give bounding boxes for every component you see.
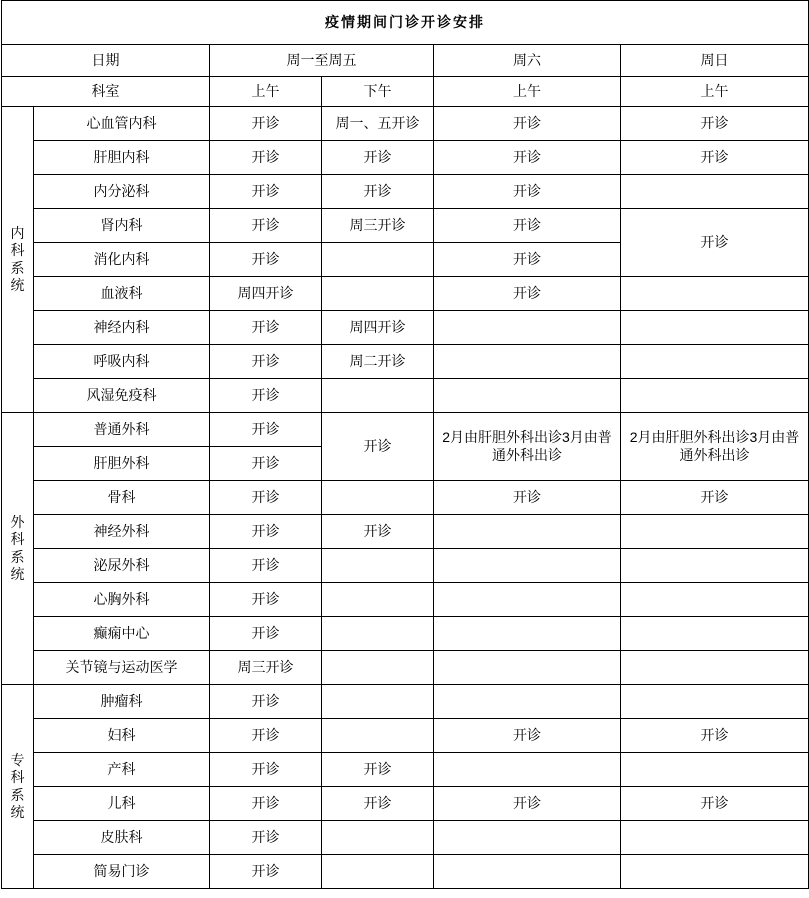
weekday-am-value: 开诊 bbox=[210, 617, 322, 651]
saturday-am-value bbox=[434, 345, 621, 379]
table-row bbox=[2, 651, 809, 685]
saturday-am-value bbox=[434, 855, 621, 889]
weekday-am-value: 周四开诊 bbox=[210, 277, 322, 311]
sunday-am-value: 开诊 bbox=[621, 719, 809, 753]
sunday-am-value bbox=[621, 821, 809, 855]
header-department-label: 科室 bbox=[2, 77, 210, 107]
saturday-am-value bbox=[434, 753, 621, 787]
saturday-am-value bbox=[434, 685, 621, 719]
saturday-am-value: 开诊 bbox=[434, 141, 621, 175]
weekday-am-value: 开诊 bbox=[210, 311, 322, 345]
weekday-am-value: 开诊 bbox=[210, 515, 322, 549]
sunday-am-value bbox=[621, 651, 809, 685]
header-saturday-label: 周六 bbox=[434, 45, 621, 77]
sunday-am-value bbox=[621, 345, 809, 379]
table-row bbox=[2, 685, 809, 719]
weekday-pm-value bbox=[322, 277, 434, 311]
table-row bbox=[2, 345, 809, 379]
saturday-am-value bbox=[434, 821, 621, 855]
table-row bbox=[2, 413, 809, 447]
weekday-pm-value bbox=[322, 821, 434, 855]
department-name: 消化内科 bbox=[34, 243, 210, 277]
table-row bbox=[2, 209, 809, 243]
sunday-am-value bbox=[621, 753, 809, 787]
saturday-am-value: 开诊 bbox=[434, 243, 621, 277]
saturday-am-value bbox=[434, 311, 621, 345]
department-name: 神经外科 bbox=[34, 515, 210, 549]
weekday-pm-value bbox=[322, 379, 434, 413]
table-row bbox=[2, 107, 809, 141]
department-name: 骨科 bbox=[34, 481, 210, 515]
table-row bbox=[2, 583, 809, 617]
table-row bbox=[2, 515, 809, 549]
saturday-am-value bbox=[434, 515, 621, 549]
header-weekday-pm: 下午 bbox=[322, 77, 434, 107]
weekday-pm-value: 开诊 bbox=[322, 787, 434, 821]
sunday-am-value bbox=[621, 549, 809, 583]
department-name: 皮肤科 bbox=[34, 821, 210, 855]
weekday-pm-value: 开诊 bbox=[322, 515, 434, 549]
group-label-internal: 内科系统 bbox=[2, 107, 34, 413]
header-date-label: 日期 bbox=[2, 45, 210, 77]
sunday-am-value bbox=[621, 175, 809, 209]
weekday-pm-value: 开诊 bbox=[322, 175, 434, 209]
table-row bbox=[2, 753, 809, 787]
table-row bbox=[2, 481, 809, 515]
department-name: 简易门诊 bbox=[34, 855, 210, 889]
sunday-am-value bbox=[621, 379, 809, 413]
header-sunday-label: 周日 bbox=[621, 45, 809, 77]
header-sunday-am: 上午 bbox=[621, 77, 809, 107]
weekday-am-value: 开诊 bbox=[210, 413, 322, 447]
weekday-am-value: 周三开诊 bbox=[210, 651, 322, 685]
weekday-pm-value bbox=[322, 651, 434, 685]
department-name: 神经内科 bbox=[34, 311, 210, 345]
saturday-am-value: 开诊 bbox=[434, 277, 621, 311]
sunday-am-value bbox=[621, 685, 809, 719]
table-row bbox=[2, 141, 809, 175]
weekday-pm-value: 周四开诊 bbox=[322, 311, 434, 345]
header-saturday-am: 上午 bbox=[434, 77, 621, 107]
department-name: 血液科 bbox=[34, 277, 210, 311]
sunday-am-value bbox=[621, 617, 809, 651]
schedule-body bbox=[2, 1, 809, 889]
header-weekday-label: 周一至周五 bbox=[210, 45, 434, 77]
weekday-am-value: 开诊 bbox=[210, 107, 322, 141]
table-row bbox=[2, 549, 809, 583]
weekday-am-value: 开诊 bbox=[210, 821, 322, 855]
page-title: 疫情期间门诊开诊安排 bbox=[2, 1, 809, 45]
weekday-pm-value: 开诊 bbox=[322, 753, 434, 787]
sunday-am-value: 开诊 bbox=[621, 141, 809, 175]
department-name: 呼吸内科 bbox=[34, 345, 210, 379]
sunday-am-value bbox=[621, 277, 809, 311]
weekday-am-value: 开诊 bbox=[210, 141, 322, 175]
saturday-am-value: 开诊 bbox=[434, 719, 621, 753]
department-name: 肿瘤科 bbox=[34, 685, 210, 719]
weekday-pm-value bbox=[322, 583, 434, 617]
weekday-am-value: 开诊 bbox=[210, 719, 322, 753]
table-row bbox=[2, 787, 809, 821]
sunday-am-value: 开诊 bbox=[621, 787, 809, 821]
header-weekday-am: 上午 bbox=[210, 77, 322, 107]
sunday-am-value: 开诊 bbox=[621, 107, 809, 141]
weekday-am-value: 开诊 bbox=[210, 685, 322, 719]
weekday-am-value: 开诊 bbox=[210, 855, 322, 889]
department-name: 肝胆外科 bbox=[34, 447, 210, 481]
department-name: 泌尿外科 bbox=[34, 549, 210, 583]
table-row bbox=[2, 277, 809, 311]
weekday-am-value: 开诊 bbox=[210, 243, 322, 277]
weekday-am-value: 开诊 bbox=[210, 209, 322, 243]
weekday-am-value: 开诊 bbox=[210, 753, 322, 787]
weekday-am-value: 开诊 bbox=[210, 787, 322, 821]
weekday-am-value: 开诊 bbox=[210, 447, 322, 481]
sunday-am-value bbox=[621, 855, 809, 889]
table-row bbox=[2, 175, 809, 209]
weekday-pm-value: 周二开诊 bbox=[322, 345, 434, 379]
weekday-pm-value bbox=[322, 481, 434, 515]
department-name: 妇科 bbox=[34, 719, 210, 753]
department-name: 肝胆内科 bbox=[34, 141, 210, 175]
department-name: 关节镜与运动医学 bbox=[34, 651, 210, 685]
sunday-am-value: 开诊 bbox=[621, 209, 809, 277]
weekday-am-value: 开诊 bbox=[210, 345, 322, 379]
department-name: 肾内科 bbox=[34, 209, 210, 243]
saturday-am-value: 2月由肝胆外科出诊3月由普通外科出诊 bbox=[434, 413, 621, 481]
table-row bbox=[2, 379, 809, 413]
weekday-pm-value: 开诊 bbox=[322, 141, 434, 175]
weekday-pm-value: 开诊 bbox=[322, 413, 434, 481]
department-name: 心血管内科 bbox=[34, 107, 210, 141]
header-row-1 bbox=[2, 45, 809, 77]
saturday-am-value: 开诊 bbox=[434, 175, 621, 209]
saturday-am-value: 开诊 bbox=[434, 787, 621, 821]
weekday-pm-value bbox=[322, 617, 434, 651]
table-row bbox=[2, 855, 809, 889]
sunday-am-value: 开诊 bbox=[621, 481, 809, 515]
department-name: 癫痫中心 bbox=[34, 617, 210, 651]
group-label-surgical: 外科系统 bbox=[2, 413, 34, 685]
weekday-pm-value bbox=[322, 685, 434, 719]
table-row bbox=[2, 617, 809, 651]
weekday-pm-value bbox=[322, 549, 434, 583]
header-row-2 bbox=[2, 77, 809, 107]
table-row bbox=[2, 821, 809, 855]
department-name: 心胸外科 bbox=[34, 583, 210, 617]
department-name: 儿科 bbox=[34, 787, 210, 821]
department-name: 产科 bbox=[34, 753, 210, 787]
department-name: 普通外科 bbox=[34, 413, 210, 447]
weekday-pm-value bbox=[322, 243, 434, 277]
weekday-pm-value: 周一、五开诊 bbox=[322, 107, 434, 141]
title-row bbox=[2, 1, 809, 45]
sunday-am-value bbox=[621, 515, 809, 549]
table-row bbox=[2, 719, 809, 753]
weekday-am-value: 开诊 bbox=[210, 583, 322, 617]
weekday-am-value: 开诊 bbox=[210, 175, 322, 209]
saturday-am-value bbox=[434, 617, 621, 651]
weekday-pm-value: 周三开诊 bbox=[322, 209, 434, 243]
saturday-am-value: 开诊 bbox=[434, 481, 621, 515]
weekday-pm-value bbox=[322, 855, 434, 889]
saturday-am-value bbox=[434, 651, 621, 685]
sunday-am-value bbox=[621, 311, 809, 345]
saturday-am-value: 开诊 bbox=[434, 209, 621, 243]
department-name: 内分泌科 bbox=[34, 175, 210, 209]
saturday-am-value bbox=[434, 583, 621, 617]
table-row bbox=[2, 311, 809, 345]
saturday-am-value bbox=[434, 379, 621, 413]
sunday-am-value bbox=[621, 583, 809, 617]
saturday-am-value bbox=[434, 549, 621, 583]
sunday-am-value: 2月由肝胆外科出诊3月由普通外科出诊 bbox=[621, 413, 809, 481]
group-label-specialty: 专科系统 bbox=[2, 685, 34, 889]
department-name: 风湿免疫科 bbox=[34, 379, 210, 413]
clinic-schedule-table bbox=[1, 0, 809, 889]
weekday-pm-value bbox=[322, 719, 434, 753]
saturday-am-value: 开诊 bbox=[434, 107, 621, 141]
weekday-am-value: 开诊 bbox=[210, 549, 322, 583]
weekday-am-value: 开诊 bbox=[210, 481, 322, 515]
weekday-am-value: 开诊 bbox=[210, 379, 322, 413]
